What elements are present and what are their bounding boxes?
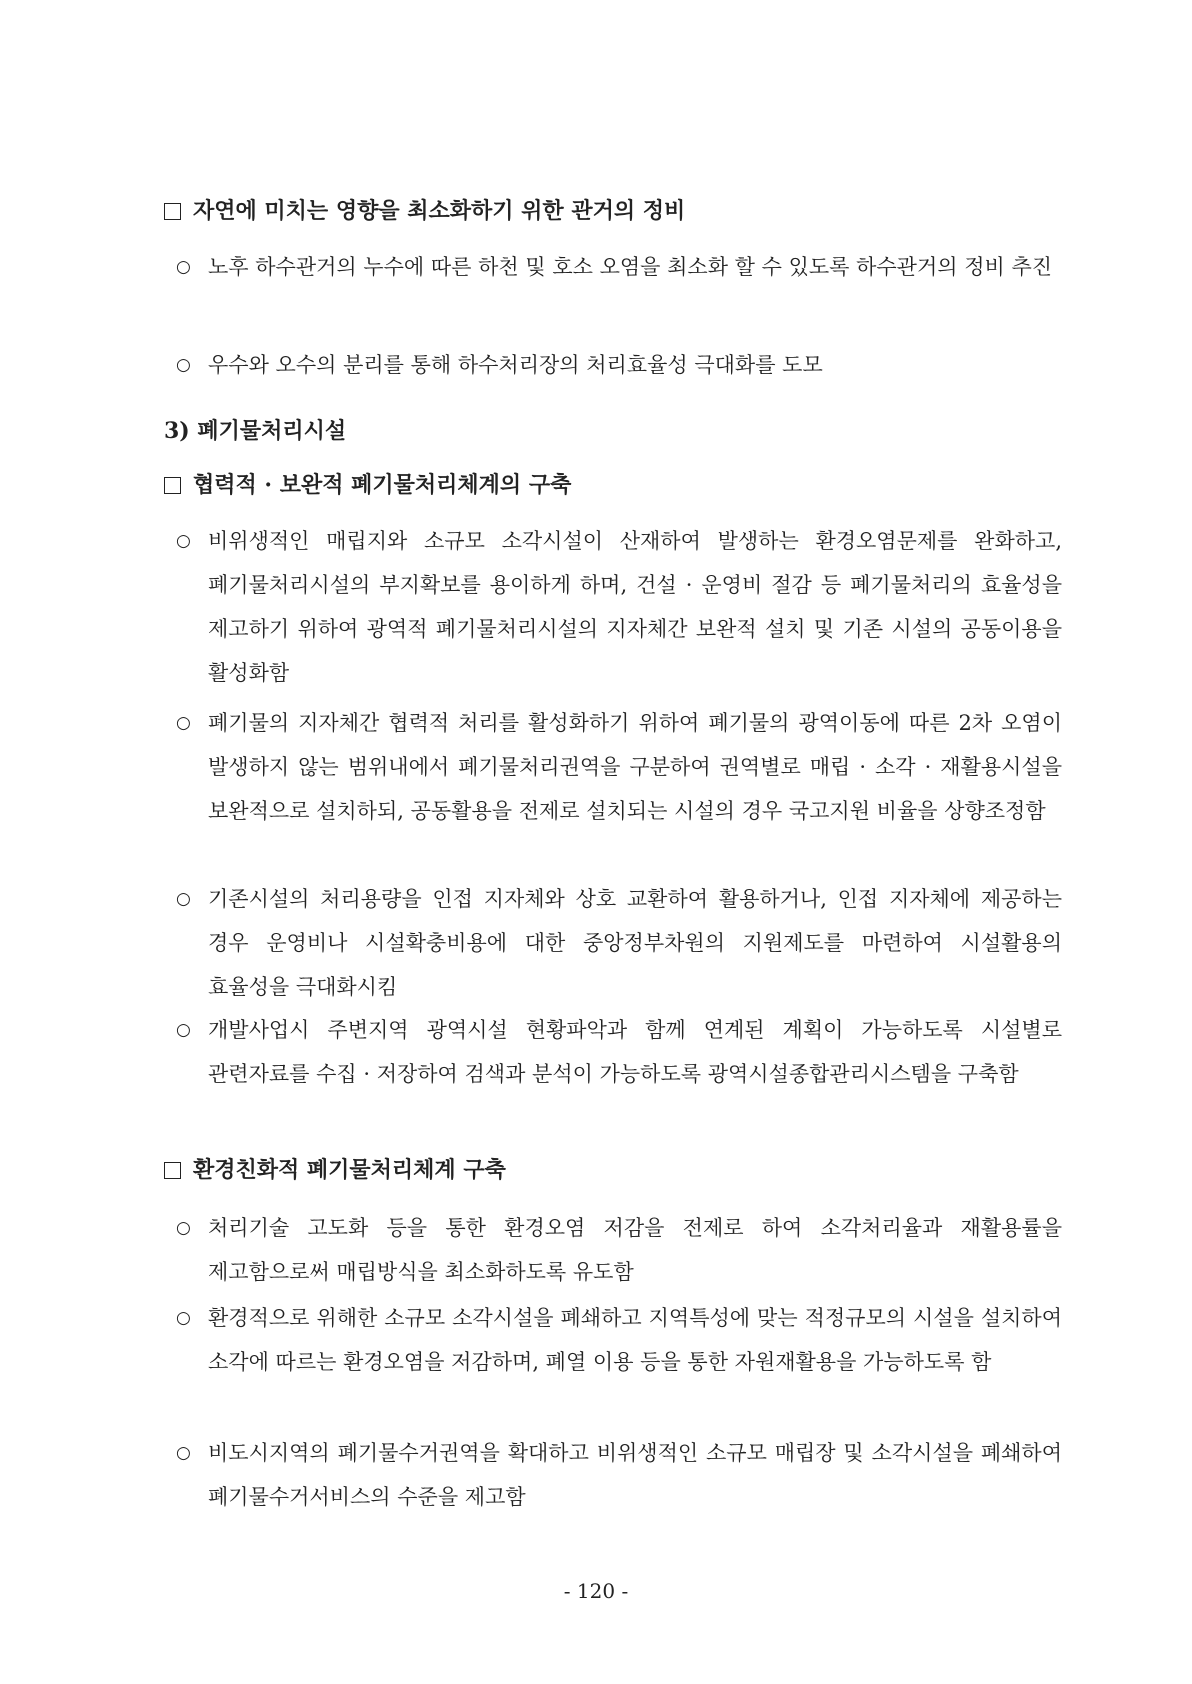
bullet-text: 기존시설의 처리용량을 인접 지자체와 상호 교환하여 활용하거나, 인접 지자체에 제공하는 경우 운영비나 시설확충비용에 대한 중앙정부차원의 지원제도를 마련하여 시설활용의 효율성을 극대화시킴 xyxy=(208,887,1062,999)
circle-bullet-icon: ○ xyxy=(176,355,191,375)
bullet-text: 환경적으로 위해한 소규모 소각시설을 폐쇄하고 지역특성에 맞는 적정규모의 시설을 설치하여 소각에 따르는 환경오염을 저감하며, 폐열 이용 등을 통한 자원재활용을 가능하도록 함 xyxy=(208,1306,1062,1374)
circle-bullet-icon: ○ xyxy=(176,1443,191,1463)
circle-bullet-icon: ○ xyxy=(176,713,191,733)
checkbox-square-icon xyxy=(164,1162,181,1179)
heading-cooperative-waste-system xyxy=(164,470,1064,500)
bullet-item xyxy=(176,1206,1062,1294)
heading-text: 협력적 · 보완적 폐기물처리체계의 구축 xyxy=(193,472,572,498)
circle-bullet-icon: ○ xyxy=(176,531,191,551)
circle-bullet-icon: ○ xyxy=(176,257,191,277)
heading-text: 자연에 미치는 영향을 최소화하기 위한 관거의 정비 xyxy=(193,198,686,224)
bullet-item xyxy=(176,1431,1062,1519)
section-title: 3) 폐기물처리시설 xyxy=(164,418,347,444)
bullet-text: 노후 하수관거의 누수에 따른 하천 및 호소 오염을 최소화 할 수 있도록 하수관거의 정비 추진 xyxy=(208,255,1053,279)
heading-text: 환경친화적 폐기물처리체계 구축 xyxy=(193,1157,506,1183)
circle-bullet-icon: ○ xyxy=(176,1020,191,1040)
bullet-text: 비위생적인 매립지와 소규모 소각시설이 산재하여 발생하는 환경오염문제를 완화하고, 폐기물처리시설의 부지확보를 용이하게 하며, 건설 · 운영비 절감 등 폐기물처리의 효율성을 제고하기 위하여 광역적 폐기물처리시설의 지자체간 보완적 설치 및 기존 시설의 공동이용을 활성화함 xyxy=(208,529,1062,685)
bullet-text: 우수와 오수의 분리를 통해 하수처리장의 처리효율성 극대화를 도모 xyxy=(208,353,823,377)
circle-bullet-icon: ○ xyxy=(176,1218,191,1238)
bullet-text: 처리기술 고도화 등을 통한 환경오염 저감을 전제로 하여 소각처리율과 재활용률을 제고함으로써 매립방식을 최소화하도록 유도함 xyxy=(208,1216,1062,1284)
heading-sewer-pipe-maintenance xyxy=(164,196,1064,226)
bullet-text: 비도시지역의 폐기물수거권역을 확대하고 비위생적인 소규모 매립장 및 소각시설을 폐쇄하여 폐기물수거서비스의 수준을 제고함 xyxy=(208,1441,1062,1509)
circle-bullet-icon: ○ xyxy=(176,1308,191,1328)
bullet-text: 개발사업시 주변지역 광역시설 현황파악과 함께 연계된 계획이 가능하도록 시설별로 관련자료를 수집 · 저장하여 검색과 분석이 가능하도록 광역시설종합관리시스템을 구축함 xyxy=(208,1018,1062,1086)
bullet-text: 폐기물의 지자체간 협력적 처리를 활성화하기 위하여 폐기물의 광역이동에 따른 2차 오염이 발생하지 않는 범위내에서 폐기물처리권역을 구분하여 권역별로 매립 · 소각 · 재활용시설을 보완적으로 설치하되, 공동활용을 전제로 설치되는 시설의 경우 국고지원 비율을 상향조정함 xyxy=(208,711,1062,823)
bullet-item xyxy=(176,877,1062,1009)
bullet-item xyxy=(176,1008,1062,1096)
heading-eco-friendly-waste-system xyxy=(164,1155,1064,1185)
page-number: - 120 - xyxy=(563,1579,629,1603)
bullet-item xyxy=(176,343,1062,387)
checkbox-square-icon xyxy=(164,203,181,220)
bullet-item xyxy=(176,245,1062,289)
checkbox-square-icon xyxy=(164,477,181,494)
bullet-item xyxy=(176,1296,1062,1384)
circle-bullet-icon: ○ xyxy=(176,889,191,909)
bullet-item xyxy=(176,519,1062,695)
bullet-item xyxy=(176,701,1062,833)
